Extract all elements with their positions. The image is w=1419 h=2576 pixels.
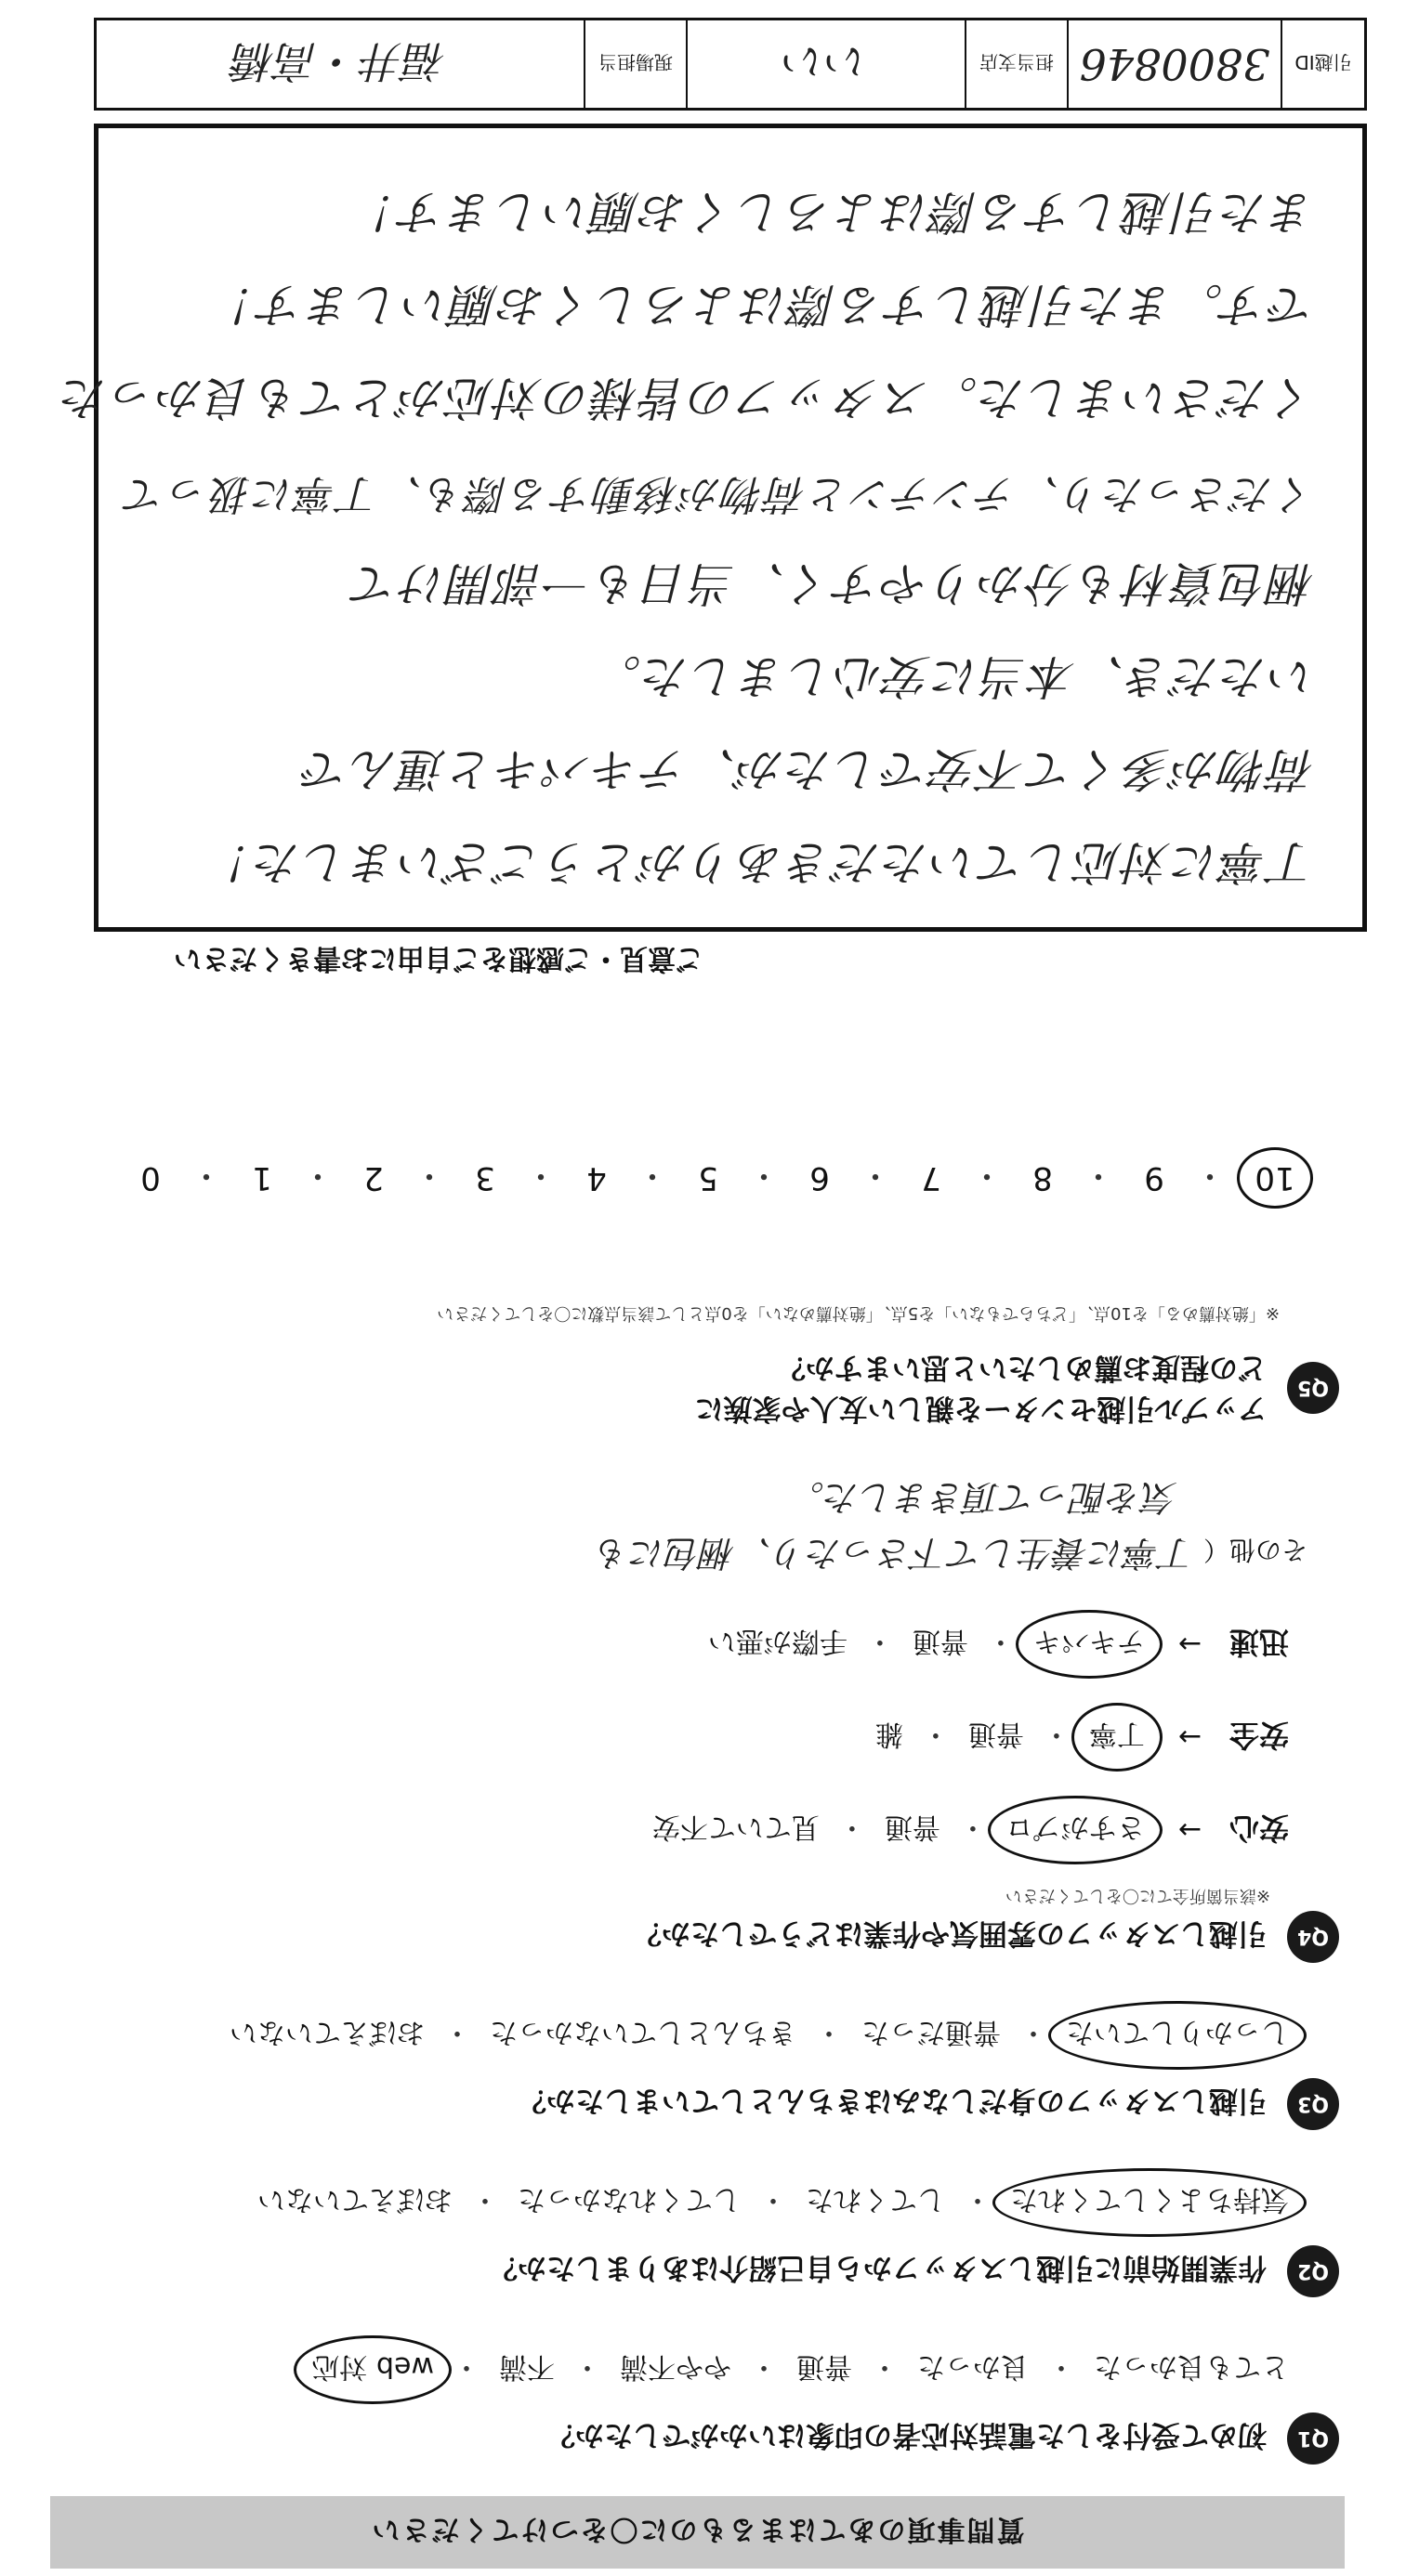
comment-line: くださいました。スタッフの皆様の対応がとても良かった <box>59 371 1316 425</box>
q1-options: とても良かった ・ 良かった ・ 普通 ・ やや不満 ・ 不満 ・ web 対応 <box>311 2349 1289 2390</box>
q4-row-jinsoku: 迅速 → テキパキ ・ 普通 ・ 手際が悪い <box>708 1623 1289 1666</box>
branch-value: いい <box>686 20 965 108</box>
arrow-icon: → <box>1177 1813 1202 1847</box>
comments-heading: ご意見・ご感想をご自由にお書きください <box>174 942 703 974</box>
scale-option[interactable]: 4 <box>586 1159 607 1197</box>
scale-option[interactable]: 8 <box>1032 1159 1053 1197</box>
person-label: 現場担当 <box>584 20 686 108</box>
q1-option[interactable]: 不満 <box>499 2350 555 2383</box>
q4-row-label: 迅速 <box>1228 1625 1289 1660</box>
q4-other-line2 <box>789 1475 1177 1526</box>
q4-option[interactable]: 手際が悪い <box>707 1625 847 1657</box>
q4-other-label: その他（ <box>1202 1535 1307 1565</box>
move-id-value: 3800846 <box>1067 20 1281 108</box>
q4-option[interactable]: 普通 <box>884 1811 940 1843</box>
q5-badge: Q5 <box>1287 1362 1339 1414</box>
q4-other <box>595 1531 1307 1582</box>
comments-box[interactable] <box>59 124 1367 932</box>
q2-option[interactable]: してくれた <box>806 2183 945 2216</box>
q4-row-anzen: 安全 → 丁寧 ・ 普通 ・ 雑 <box>875 1716 1289 1759</box>
q3-options: しっかりしていた ・ 普通だった ・ きちんとしていなかった ・ おぼえていない <box>230 2015 1289 2056</box>
q4-row-label: 安心 <box>1228 1811 1289 1846</box>
comment-line: です。また引越しする際はよろしくお願いします！ <box>208 278 1316 332</box>
scale-option[interactable]: 2 <box>363 1159 384 1197</box>
q3-badge: Q3 <box>1287 2078 1339 2130</box>
q5-scale: 10 ・ 9 ・ 8 ・ 7 ・ 6 ・ 5 ・ 4 ・ 3 ・ 2 ・ 1 ・ 0 <box>122 1156 1313 1201</box>
question-2 <box>489 2245 1339 2297</box>
arrow-icon: → <box>1177 1720 1202 1754</box>
q5-text-line1: アップル引越センターを親しい友人や家族に <box>694 1392 1267 1425</box>
comment-line: くださったり、テンテンと荷物が移動する際も、丁寧に扱って <box>123 470 1316 517</box>
q1-option-selected[interactable]: web 対応 <box>294 2335 452 2404</box>
q4-option-selected[interactable]: 丁寧 <box>1071 1703 1163 1772</box>
q2-badge: Q2 <box>1287 2245 1339 2297</box>
meta-table <box>94 18 1367 111</box>
q4-option-selected[interactable]: さすがプロ <box>988 1796 1163 1864</box>
q4-badge: Q4 <box>1287 1911 1339 1963</box>
q5-note: ※「絶対薦める」を10点、「どちらでもない」を5点、「絶対薦めない」を0点として該当点数に〇をしてください <box>437 1303 1280 1323</box>
comment-line: また引越しする際はよろしくお願いします！ <box>349 185 1316 239</box>
q1-text: 初めて受付をした電話対応者の印象はいかがでしたか？ <box>546 2418 1267 2452</box>
q1-option[interactable]: やや不満 <box>620 2350 731 2383</box>
q4-row-anshin: 安心 → さすがプロ ・ 普通 ・ 見ていて不安 <box>652 1809 1289 1851</box>
q4-other-text-2[interactable]: 気を配って頂きました。 <box>788 1477 1177 1518</box>
q4-text: 引越しスタッフの雰囲気や作業はどうでしたか？ <box>633 1916 1267 1951</box>
q4-note: ※該当箇所全てに〇をしてください <box>1005 1886 1270 1905</box>
q1-option[interactable]: とても良かった <box>1094 2350 1289 2383</box>
comment-line: いただき、本当に安心しました。 <box>593 649 1316 703</box>
scale-option[interactable]: 6 <box>809 1159 830 1197</box>
scale-option-selected[interactable]: 10 <box>1237 1148 1313 1210</box>
q5-text-line2: どの程度お薦めしたいと思いますか？ <box>777 1351 1267 1384</box>
question-1 <box>546 2413 1339 2465</box>
q2-text: 作業開始前に引越しスタッフから自己紹介はありましたか？ <box>489 2251 1267 2285</box>
q4-option[interactable]: 見ていて不安 <box>651 1811 820 1843</box>
comment-line: 梱包資材も分かりやすく、当日も一部開けて <box>350 556 1316 610</box>
q4-option-selected[interactable]: テキパキ <box>1016 1610 1163 1679</box>
q4-row-label: 安全 <box>1228 1718 1289 1753</box>
scale-option[interactable]: 3 <box>475 1159 495 1197</box>
q1-option[interactable]: 良かった <box>917 2350 1029 2383</box>
question-4 <box>633 1911 1339 1963</box>
branch-label: 担当支店 <box>965 20 1067 108</box>
q2-option-selected[interactable]: 気持ちよくしてくれた <box>992 2168 1307 2237</box>
q4-option[interactable]: 普通 <box>912 1625 968 1657</box>
scale-option[interactable]: 7 <box>921 1159 941 1197</box>
instructions-bar <box>50 2496 1345 2569</box>
q1-badge: Q1 <box>1287 2413 1339 2465</box>
q1-option[interactable]: 普通 <box>796 2350 852 2383</box>
instructions-text: 質問事項のあてはまるものに〇をつけてください <box>370 2513 1025 2545</box>
comment-line: 丁寧に対応していただきありがとうございました！ <box>204 835 1316 889</box>
scale-option[interactable]: 9 <box>1144 1159 1164 1197</box>
comment-line: 荷物が多くて不安でしたが、テキパキと運んで <box>301 742 1316 796</box>
q3-option[interactable]: 普通だった <box>861 2016 1001 2048</box>
q3-option-selected[interactable]: しっかりしていた <box>1048 2001 1307 2070</box>
q3-option[interactable]: おぼえていない <box>230 2016 425 2048</box>
scale-option[interactable]: 0 <box>140 1159 161 1197</box>
q4-other-text-1[interactable]: 丁寧に養生して下さったり、梱包にも <box>595 1533 1196 1574</box>
move-id-label: 引越ID <box>1281 20 1364 108</box>
question-3 <box>518 2078 1339 2130</box>
person-value: 福井・高橋 <box>233 36 447 86</box>
q3-option[interactable]: きちんとしていなかった <box>490 2016 796 2048</box>
q4-option[interactable]: 雑 <box>874 1718 903 1750</box>
q3-text: 引越しスタッフの身だしなみはきちんとしていましたか？ <box>518 2084 1267 2118</box>
q2-options: 気持ちよくしてくれた ・ してくれた ・ してくれなかった ・ おぼえていない <box>257 2182 1289 2223</box>
q4-option[interactable]: 普通 <box>967 1718 1024 1750</box>
q2-option[interactable]: してくれなかった <box>518 2183 741 2216</box>
q2-option[interactable]: おぼえていない <box>257 2183 453 2216</box>
question-5 <box>695 1347 1339 1429</box>
scale-option[interactable]: 1 <box>252 1159 272 1197</box>
arrow-icon: → <box>1177 1628 1202 1661</box>
scale-option[interactable]: 5 <box>698 1159 718 1197</box>
